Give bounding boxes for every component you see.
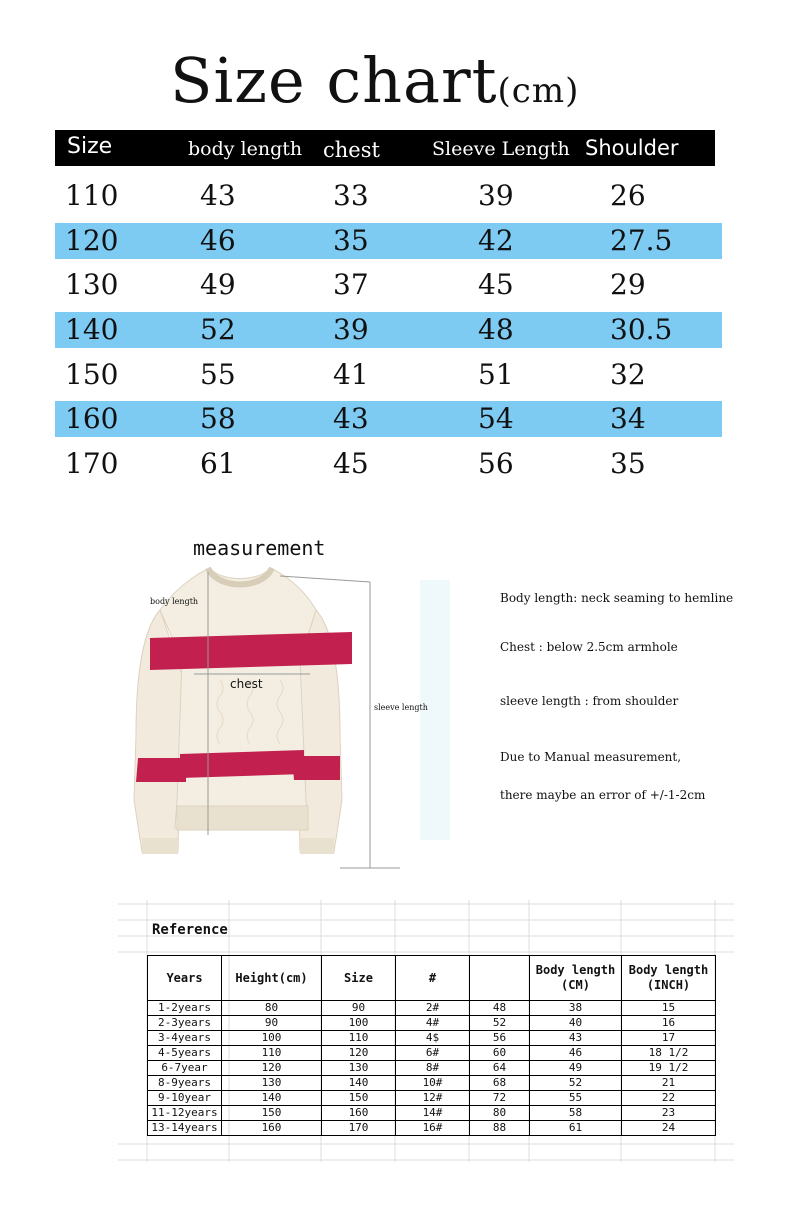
ref-cell: 64: [470, 1061, 530, 1076]
cell-size: 160: [65, 402, 119, 435]
label-sleeve-length: sleeve length: [374, 703, 428, 712]
ref-cell: 58: [530, 1106, 622, 1121]
ref-cell: 15: [622, 1001, 716, 1016]
ref-cell: 88: [470, 1121, 530, 1136]
size-row: [55, 267, 722, 303]
table-row: [148, 1016, 716, 1031]
ref-cell: 130: [222, 1076, 322, 1091]
cell-size: 110: [65, 179, 119, 212]
ref-cell: 43: [530, 1031, 622, 1046]
size-row: [55, 178, 722, 214]
cell-chest: 35: [333, 224, 369, 257]
ref-cell: 68: [470, 1076, 530, 1091]
ref-cell: 23: [622, 1106, 716, 1121]
ref-cell: 170: [322, 1121, 396, 1136]
ref-header-height: Height(cm): [222, 956, 322, 1001]
ref-cell: 90: [322, 1001, 396, 1016]
ref-cell: 140: [322, 1076, 396, 1091]
cell-shoulder: 30.5: [610, 313, 673, 346]
ref-cell: 19 1/2: [622, 1061, 716, 1076]
ref-cell: 2-3years: [148, 1016, 222, 1031]
ref-cell: 13-14years: [148, 1121, 222, 1136]
ref-header-body-length-inch: Body length (INCH): [622, 956, 716, 1001]
cell-body-length: 49: [200, 268, 236, 301]
cell-size: 130: [65, 268, 119, 301]
size-row: [55, 401, 722, 437]
ref-cell: 18 1/2: [622, 1046, 716, 1061]
note-sleeve: sleeve length : from shoulder: [500, 694, 679, 708]
ref-cell: 61: [530, 1121, 622, 1136]
ref-cell: 120: [322, 1046, 396, 1061]
cell-body-length: 55: [200, 358, 236, 391]
title-unit: (cm): [497, 71, 580, 111]
cell-shoulder: 27.5: [610, 224, 673, 257]
ref-header-body-length-cm: Body length (CM): [530, 956, 622, 1001]
ref-cell: 100: [322, 1016, 396, 1031]
ref-cell: 100: [222, 1031, 322, 1046]
table-row: [148, 1106, 716, 1121]
cell-shoulder: 32: [610, 358, 646, 391]
ref-cell: 46: [530, 1046, 622, 1061]
ref-cell: 110: [322, 1031, 396, 1046]
cell-chest: 43: [333, 402, 369, 435]
note-chest: Chest : below 2.5cm armhole: [500, 640, 678, 654]
ref-cell: 52: [530, 1076, 622, 1091]
note-error: there maybe an error of +/-1-2cm: [500, 788, 706, 802]
ref-cell: 8-9years: [148, 1076, 222, 1091]
ref-cell: 17: [622, 1031, 716, 1046]
reference-title: Reference: [152, 922, 228, 938]
ref-cell: 16#: [396, 1121, 470, 1136]
title-main: Size chart: [170, 44, 498, 117]
ref-cell: 140: [222, 1091, 322, 1106]
ref-cell: 130: [322, 1061, 396, 1076]
ref-cell: 3-4years: [148, 1031, 222, 1046]
ref-cell: 8#: [396, 1061, 470, 1076]
label-body-length: body length: [150, 597, 199, 606]
header-size: Size: [67, 134, 113, 159]
size-chart-header: [55, 130, 715, 166]
ref-header-blank: [470, 956, 530, 1001]
table-row: [148, 1031, 716, 1046]
ref-cell: 22: [622, 1091, 716, 1106]
cell-shoulder: 26: [610, 179, 646, 212]
cell-sleeve: 42: [478, 224, 514, 257]
ref-cell: 160: [322, 1106, 396, 1121]
cell-size: 170: [65, 447, 119, 480]
note-body-length: Body length: neck seaming to hemline: [500, 591, 734, 605]
ref-cell: 11-12years: [148, 1106, 222, 1121]
label-chest: chest: [230, 677, 263, 691]
reference-table: [147, 955, 716, 1136]
header-chest: chest: [323, 138, 380, 162]
ref-cell: 120: [222, 1061, 322, 1076]
ref-cell: 21: [622, 1076, 716, 1091]
size-row: [55, 357, 722, 393]
cell-size: 120: [65, 224, 119, 257]
ref-header-number: #: [396, 956, 470, 1001]
table-row: [148, 1046, 716, 1061]
table-row: [148, 1091, 716, 1106]
cell-size: 140: [65, 313, 119, 346]
cell-sleeve: 51: [478, 358, 514, 391]
ref-cell: 6#: [396, 1046, 470, 1061]
cell-body-length: 46: [200, 224, 236, 257]
ref-cell: 80: [470, 1106, 530, 1121]
ref-header-size: Size: [322, 956, 396, 1001]
measurement-title: measurement: [193, 536, 326, 560]
ref-cell: 150: [222, 1106, 322, 1121]
ref-cell: 14#: [396, 1106, 470, 1121]
note-manual: Due to Manual measurement,: [500, 750, 682, 764]
ref-cell: 160: [222, 1121, 322, 1136]
reference-header-row: [148, 956, 716, 1001]
sweater-illustration: [120, 560, 450, 870]
ref-cell: 56: [470, 1031, 530, 1046]
ref-cell: 90: [222, 1016, 322, 1031]
ref-cell: 60: [470, 1046, 530, 1061]
cell-chest: 41: [333, 358, 369, 391]
size-row: [55, 312, 722, 348]
ref-cell: 6-7year: [148, 1061, 222, 1076]
ref-cell: 48: [470, 1001, 530, 1016]
page-title: [170, 44, 579, 117]
header-body-length: body length: [188, 138, 303, 160]
ref-cell: 55: [530, 1091, 622, 1106]
ref-cell: 2#: [396, 1001, 470, 1016]
ref-cell: 150: [322, 1091, 396, 1106]
ref-cell: 38: [530, 1001, 622, 1016]
cell-sleeve: 54: [478, 402, 514, 435]
cell-body-length: 58: [200, 402, 236, 435]
ref-cell: 72: [470, 1091, 530, 1106]
ref-cell: 1-2years: [148, 1001, 222, 1016]
ref-cell: 52: [470, 1016, 530, 1031]
header-sleeve-length: Sleeve Length: [432, 138, 570, 160]
ref-cell: 24: [622, 1121, 716, 1136]
size-row: [55, 446, 722, 482]
cell-chest: 37: [333, 268, 369, 301]
cell-body-length: 52: [200, 313, 236, 346]
cell-chest: 45: [333, 447, 369, 480]
cell-sleeve: 48: [478, 313, 514, 346]
cell-sleeve: 39: [478, 179, 514, 212]
cell-shoulder: 29: [610, 268, 646, 301]
table-row: [148, 1076, 716, 1091]
cell-sleeve: 56: [478, 447, 514, 480]
ref-cell: 110: [222, 1046, 322, 1061]
cell-body-length: 43: [200, 179, 236, 212]
ref-cell: 49: [530, 1061, 622, 1076]
ref-cell: 16: [622, 1016, 716, 1031]
ref-cell: 12#: [396, 1091, 470, 1106]
cell-shoulder: 34: [610, 402, 646, 435]
cell-sleeve: 45: [478, 268, 514, 301]
ref-cell: 4-5years: [148, 1046, 222, 1061]
table-row: [148, 1001, 716, 1016]
ref-cell: 10#: [396, 1076, 470, 1091]
ref-cell: 4$: [396, 1031, 470, 1046]
ref-cell: 9-10year: [148, 1091, 222, 1106]
cell-chest: 39: [333, 313, 369, 346]
ref-cell: 4#: [396, 1016, 470, 1031]
cell-shoulder: 35: [610, 447, 646, 480]
cell-chest: 33: [333, 179, 369, 212]
size-row: [55, 223, 722, 259]
ref-header-years: Years: [148, 956, 222, 1001]
ref-cell: 40: [530, 1016, 622, 1031]
cell-size: 150: [65, 358, 119, 391]
header-shoulder: Shoulder: [585, 136, 679, 160]
table-row: [148, 1121, 716, 1136]
ref-cell: 80: [222, 1001, 322, 1016]
cell-body-length: 61: [200, 447, 236, 480]
table-row: [148, 1061, 716, 1076]
